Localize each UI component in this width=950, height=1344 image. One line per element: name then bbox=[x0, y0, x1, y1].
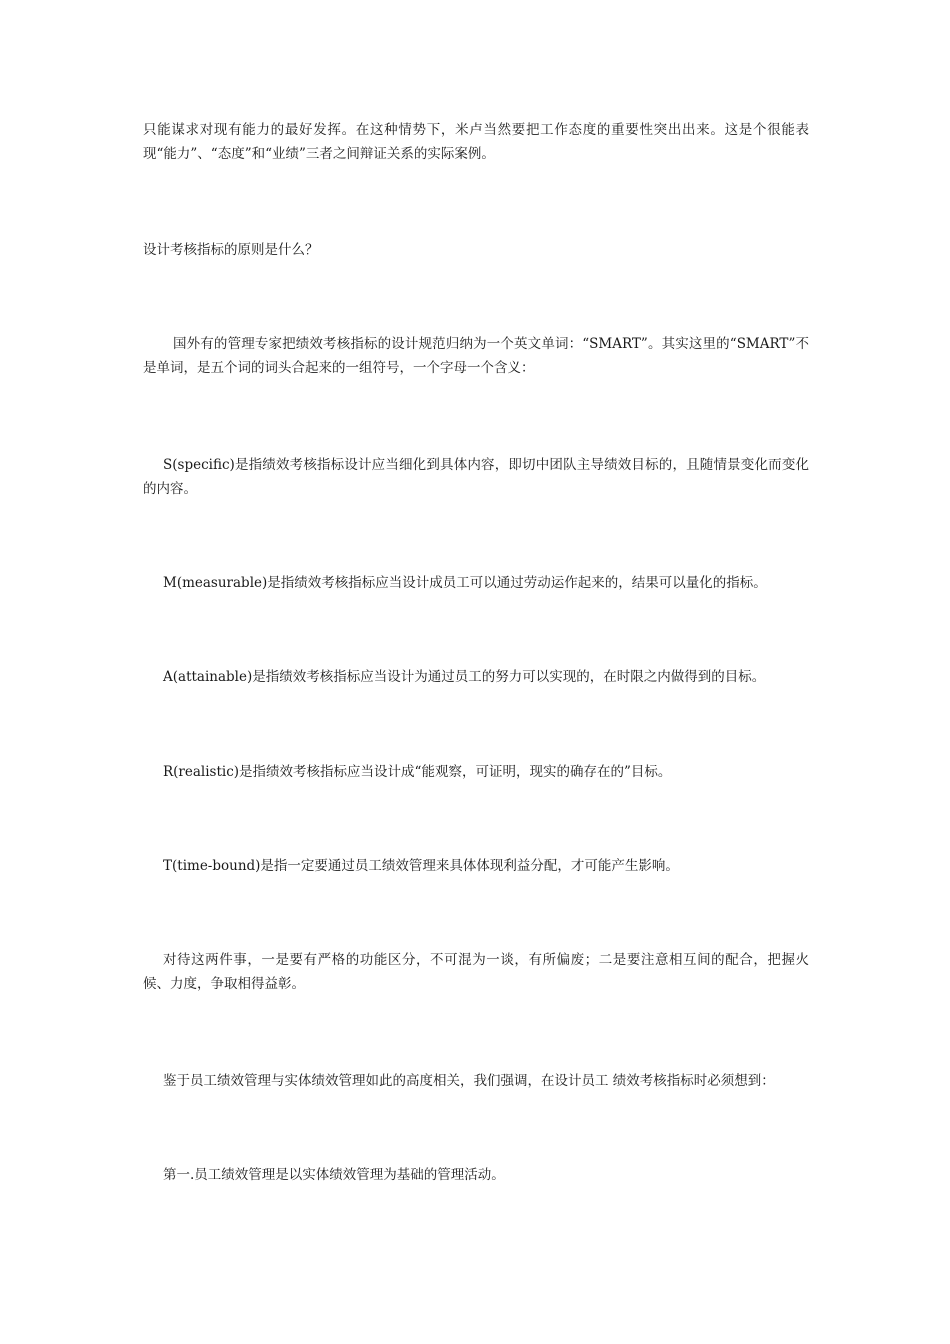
paragraph-smart-m: M(measurable)是指绩效考核指标应当设计成员工可以通过劳动运作起来的，结果可以量化的指标。 bbox=[163, 575, 767, 591]
section-heading-question: 设计考核指标的原则是什么？ bbox=[143, 242, 319, 258]
paragraph-smart-a: A(attainable)是指绩效考核指标应当设计为通过员工的努力可以实现的，在时限之内做得到的目标。 bbox=[163, 669, 766, 685]
paragraph-point-one: 第一.员工绩效管理是以实体绩效管理为基础的管理活动。 bbox=[163, 1167, 505, 1183]
paragraph-design-considerations: 鉴于员工绩效管理与实体绩效管理如此的高度相关，我们强调，在设计员工 绩效考核指标时必须想到： bbox=[163, 1073, 775, 1089]
paragraph-intro-case: 只能谋求对现有能力的最好发挥。在这种情势下，米卢当然要把工作态度的重要性突出出来。这是个很能表现“能力”、“态度”和“业绩”三者之间辩证关系的实际案例。 bbox=[143, 122, 809, 162]
paragraph-smart-t: T(time-bound)是指一定要通过员工绩效管理来具体体现利益分配，才可能产生影响。 bbox=[163, 858, 679, 874]
paragraph-two-matters: 对待这两件事，一是要有严格的功能区分，不可混为一谈，有所偏废；二是要注意相互间的配合，把握火候、力度，争取相得益彰。 bbox=[143, 952, 809, 992]
paragraph-smart-r: R(realistic)是指绩效考核指标应当设计成“能观察，可证明，现实的确存在的”目标。 bbox=[163, 764, 672, 780]
paragraph-smart-s: S(specific)是指绩效考核指标设计应当细化到具体内容，即切中团队主导绩效目标的，且随情景变化而变化的内容。 bbox=[143, 457, 809, 497]
paragraph-smart-intro: 国外有的管理专家把绩效考核指标的设计规范归纳为一个英文单词：“SMART”。其实这里的“SMART”不是单词，是五个词的词头合起来的一组符号，一个字母一个含义： bbox=[143, 336, 809, 376]
